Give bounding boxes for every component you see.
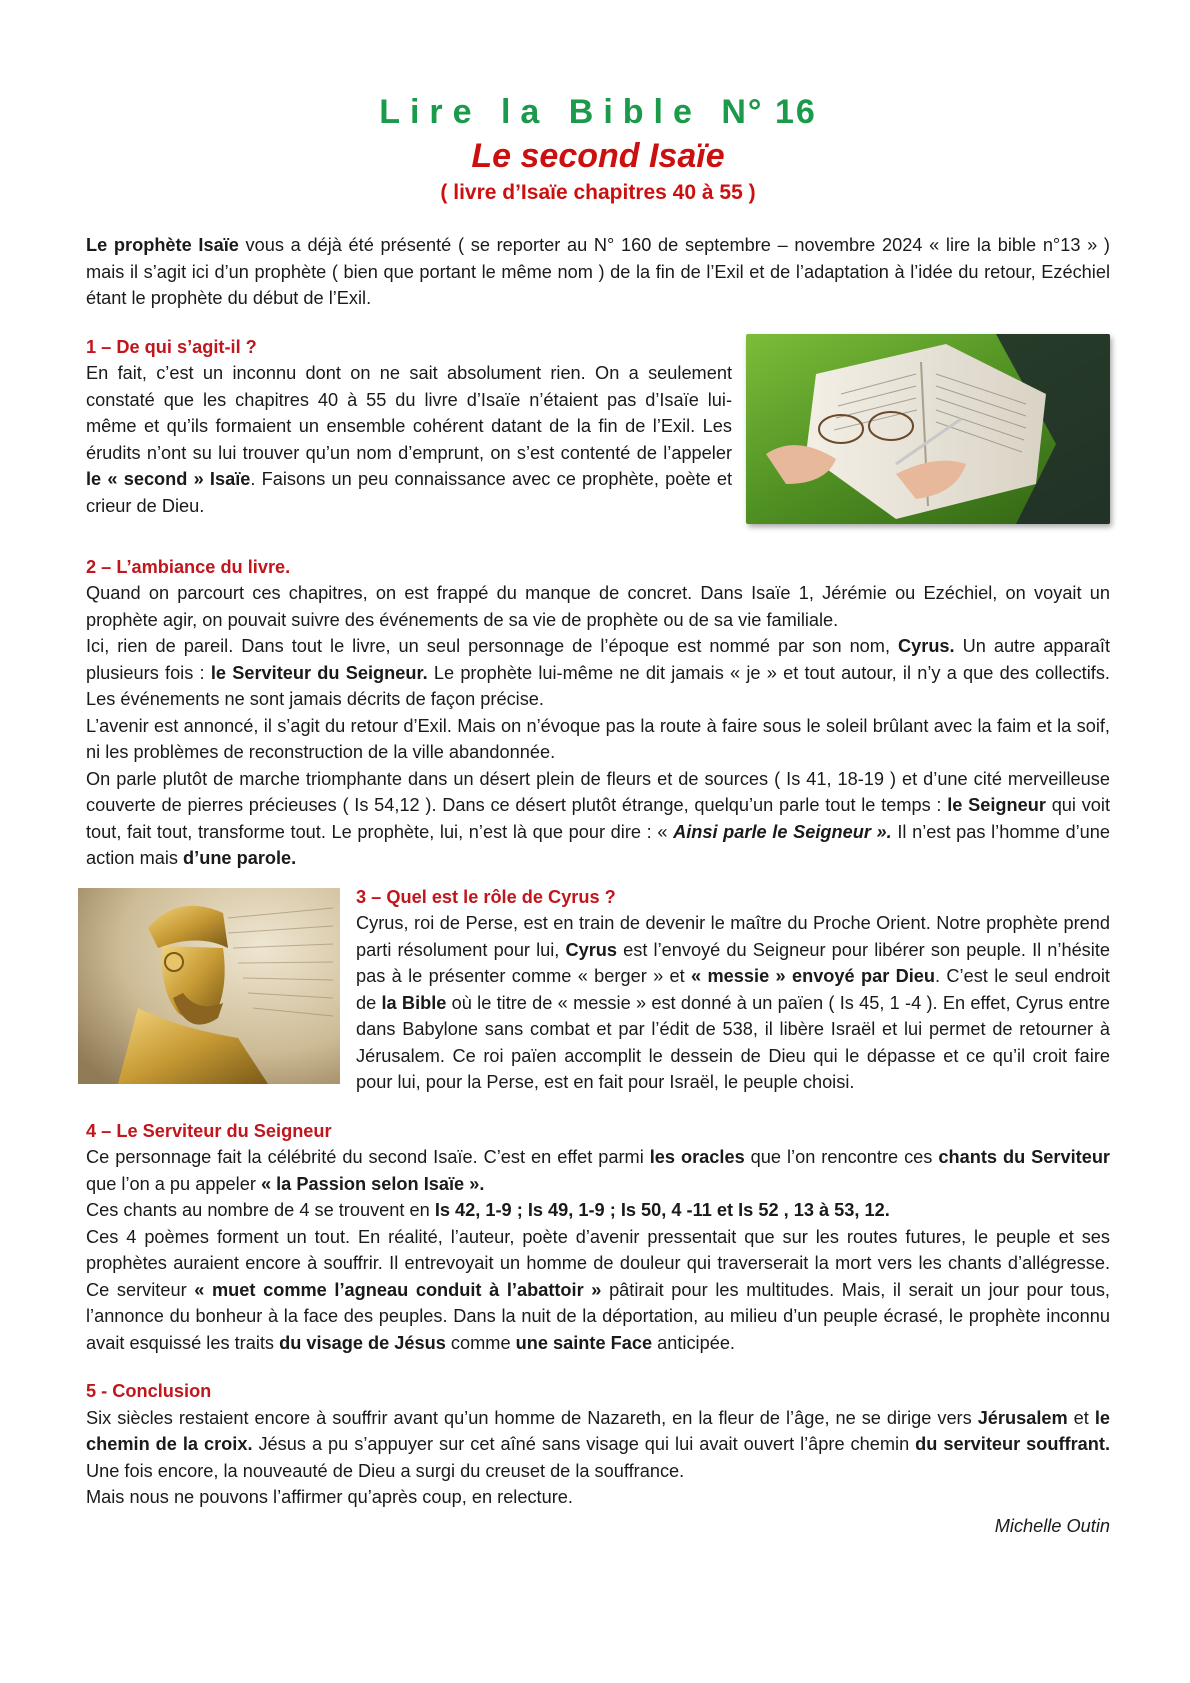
s2-p4-text-c: qui voit tout, fait tout, transforme tout. Le prophète, lui, n’est là que pour dire : « xyxy=(86,795,1111,842)
s5-paragraph-2: Mais nous ne pouvons l’affirmer qu’après coup, en relecture. xyxy=(86,1487,573,1507)
s5-p1-bold-b: Jérusalem xyxy=(977,1407,1068,1428)
s4-paragraph-2 xyxy=(86,1197,1110,1224)
title-block xyxy=(86,90,1110,208)
s3-text-1: Cyrus, roi de Perse, est en train de devenir le maître du Proche Orient. Notre prophète prend parti résolument pour lui, xyxy=(356,913,1110,960)
s4-p1-bold-b: les oracles xyxy=(649,1147,745,1167)
s2-paragraph-3: L’avenir est annoncé, il s’agit du retour d’Exil. Mais on n’évoque pas la route à faire sous le soleil brûlant avec la faim et la soif, ni les problèmes de reconstruction de la ville abandonnée. xyxy=(86,715,1110,762)
s5-p1-bold-f: du serviteur souffrant. xyxy=(915,1434,1111,1454)
s4-p1-bold-d: chants du Serviteur xyxy=(938,1147,1111,1167)
s1-text-1: En fait, c’est un inconnu dont on ne sait absolument rien. On a seulement constaté que les chapitres 40 à 55 du livre d’Isaïe n’étaient pas d’Isaïe lui-même et qu’ils formaient un ensemble cohérent datant de la fin de l’Exil. Les érudits n’ont su lui trouver qu’un nom d’emprunt, on s’est contenté de l’appeler xyxy=(86,363,732,463)
page-subtitle: Le second Isaïe xyxy=(471,137,725,175)
s2-p4-bold-f: d’une parole. xyxy=(183,848,297,868)
s4-p3-text-c: pâtirait pour les multitudes. Mais, il serait un jour pour tous, l’annonce du bonheur à la face des peuples. Dans la nuit de la déportation, au milieu d’un peuple écrasé, le prophète inconnu avait esquissé les traits xyxy=(86,1279,1110,1353)
s2-p4-text-e: Il n’est pas l’homme d’une action mais xyxy=(86,821,1110,868)
s4-p3-bold-b: « muet comme l’agneau conduit à l’abattoir » xyxy=(194,1279,602,1300)
intro-bold: Le prophète Isaïe xyxy=(86,235,239,255)
s2-p2-bold-d: le Serviteur du Seigneur. xyxy=(210,662,428,683)
s2-paragraph-4 xyxy=(86,766,1110,872)
page-title xyxy=(86,90,1110,134)
document-page xyxy=(86,90,1110,1539)
s4-p2-text-a: Ces chants au nombre de 4 se trouvent en xyxy=(86,1200,435,1220)
s5-p1-text-c: et xyxy=(1067,1407,1095,1428)
author-signature: Michelle Outin xyxy=(994,1515,1110,1536)
s3-text-2: est l’envoyé du Seigneur pour libérer son peuple. Il n’hésite pas à le présenter comme « berger » et xyxy=(356,939,1110,986)
section-heading-3: 3 – Quel est le rôle de Cyrus ? xyxy=(356,886,616,907)
s5-p1-text-e: Jésus a pu s’appuyer sur cet aîné sans visage qui lui avait ouvert l’âpre chemin xyxy=(252,1434,916,1454)
s3-bold-3: la Bible xyxy=(381,992,447,1013)
s2-p2-text-c: Un autre apparaît plusieurs fois : xyxy=(86,636,1110,683)
s3-bold-2: « messie » envoyé par Dieu xyxy=(691,966,936,986)
intro-text: vous a déjà été présenté ( se reporter au N° 160 de septembre – novembre 2024 « lire la bible n°13 » ) mais il s’agit ici d’un prophète ( bien que portant le même nom ) de la fin de l’Exil et de l’adaptation à l’idée du retour, Ezéchiel étant le prophète du début de l’Exil. xyxy=(86,235,1110,308)
s4-p3-text-g: anticipée. xyxy=(652,1332,735,1353)
s3-text-3: . C’est le seul endroit de xyxy=(356,966,1110,1013)
s4-p2-references: Is 42, 1-9 ; Is 49, 1-9 ; Is 50, 4 -11 et Is 52 , 13 à 53, 12. xyxy=(434,1200,890,1220)
s2-paragraph-1: Quand on parcourt ces chapitres, on est frappé du manque de concret. Dans Isaïe 1, Jérémie ou Ezéchiel, on voyait un prophète agir, on pouvait suivre des événements de sa vie de prophète ou de sa vie familiale. xyxy=(86,583,1110,630)
s4-p3-bold-f: une sainte Face xyxy=(515,1332,653,1353)
cyrus-portrait xyxy=(78,888,340,1084)
bible-reading-photo xyxy=(746,334,1110,524)
s2-paragraph-2 xyxy=(86,633,1110,713)
s4-p1-text-a: Ce personnage fait la célébrité du second Isaïe. C’est en effet parmi xyxy=(86,1147,650,1167)
s2-p2-text-a: Ici, rien de pareil. Dans tout le livre, un seul personnage de l’époque est nommé par son nom, xyxy=(86,636,898,656)
section-heading-5: 5 - Conclusion xyxy=(86,1381,212,1401)
s2-p2-text-e: Le prophète lui-même ne dit jamais « je » et tout autour, il n’y a que des collectifs. Les événements ne sont jamais décrits de façon précise. xyxy=(86,662,1110,709)
s4-p1-text-c: que l’on rencontre ces xyxy=(744,1147,939,1167)
s4-p3-text-a: Ces 4 poèmes forment un tout. En réalité, l’auteur, poète d’avenir pressentait que sur les routes futures, le peuple et ses prophètes auraient encore à souffrir. Il entrevoyait un homme de douleur qui traverserait la mort vers les chants d’allégresse. Ce serviteur xyxy=(86,1226,1110,1300)
s5-paragraph-1 xyxy=(86,1405,1110,1485)
s5-p1-text-g: Une fois encore, la nouveauté de Dieu a surgi du creuset de la souffrance. xyxy=(86,1460,685,1481)
s3-text-4: où le titre de « messie » est donné à un païen ( Is 45, 1 -4 ). En effet, Cyrus entre dans Babylone sans combat et par l’édit de 538, il libère Israël et lui permet de retourner à Jérusalem. Ce roi païen accomplit le dessein de Dieu qui le dépasse et ce qu’il croit faire pour lui, pour la Perse, est en fait pour Israël, le peuple choisi. xyxy=(356,992,1110,1092)
s2-p2-bold-b: Cyrus. xyxy=(898,636,955,656)
s4-p1-bold-f: « la Passion selon Isaïe ». xyxy=(260,1173,485,1194)
s4-paragraph-1 xyxy=(86,1144,1110,1197)
s4-paragraph-3 xyxy=(86,1224,1110,1357)
s5-p1-bold-d: le chemin de la croix. xyxy=(86,1407,1110,1454)
s4-p3-text-e: comme xyxy=(445,1332,516,1353)
chapter-scope: ( livre d’Isaïe chapitres 40 à 55 ) xyxy=(440,181,756,204)
s2-p4-bold-b: le Seigneur xyxy=(947,795,1046,815)
title-main: Lire la Bible xyxy=(379,93,702,131)
s2-p4-quote: Ainsi parle le Seigneur ». xyxy=(673,821,892,842)
s4-p1-text-e: que l’on a pu appeler xyxy=(86,1173,261,1194)
s1-bold-1: le « second » Isaïe xyxy=(86,469,251,489)
s5-p1-text-a: Six siècles restaient encore à souffrir avant qu’un homme de Nazareth, en la fleur de l’âge, ne se dirige vers xyxy=(86,1407,978,1428)
s1-text-2: . Faisons un peu connaissance avec ce prophète, poète et crieur de Dieu. xyxy=(86,469,732,516)
section-heading-1: 1 – De qui s’agit-il ? xyxy=(86,336,257,357)
s3-bold-1: Cyrus xyxy=(565,939,618,960)
s4-p3-bold-d: du visage de Jésus xyxy=(279,1332,446,1353)
issue-number: N° 16 xyxy=(721,93,817,131)
section-heading-4: 4 – Le Serviteur du Seigneur xyxy=(86,1120,332,1141)
section-heading-2: 2 – L’ambiance du livre. xyxy=(86,556,291,577)
intro-paragraph xyxy=(86,232,1110,312)
s2-p4-text-a: On parle plutôt de marche triomphante dans un désert plein de fleurs et de sources ( Is 41, 18-19 ) et d’une cité merveilleuse couverte de pierres précieuses ( Is 54,12 ). Dans ce désert plutôt étrange, quelqu’un parle tout le temps : xyxy=(86,768,1110,815)
